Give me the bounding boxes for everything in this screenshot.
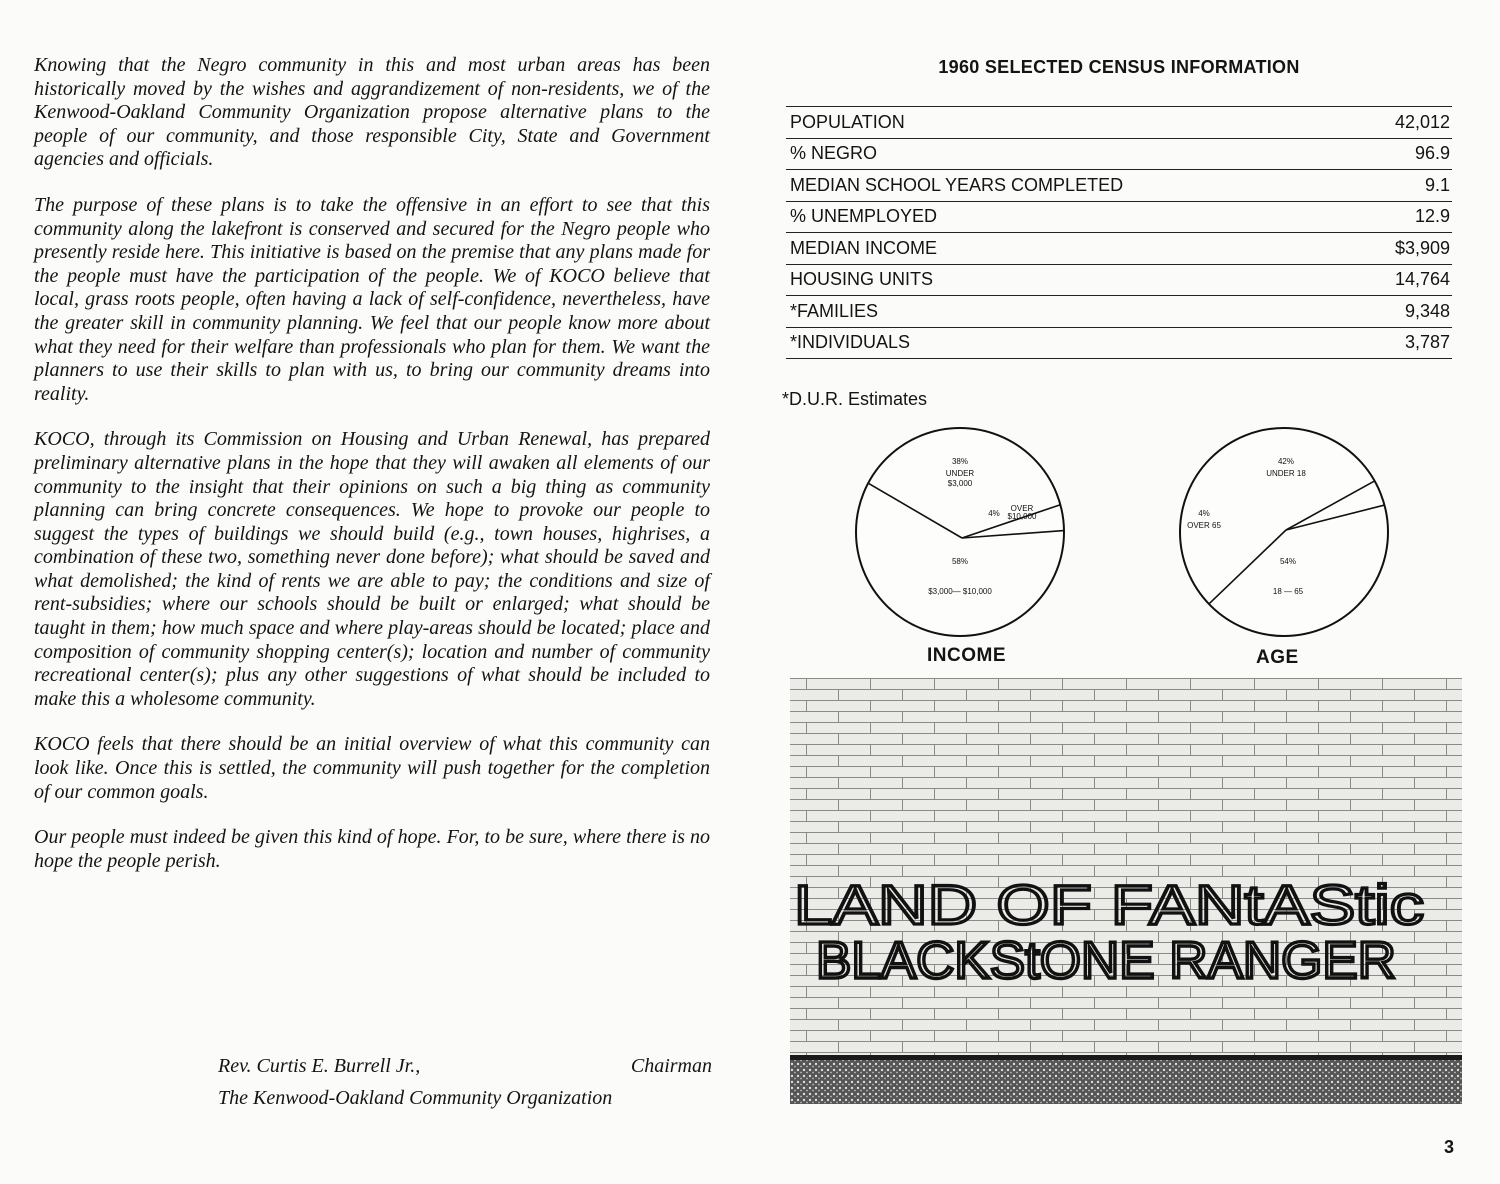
census-row <box>786 265 1452 297</box>
census-row <box>786 170 1452 202</box>
pie-slice-category: OVER <box>1010 504 1034 514</box>
signature-name: Rev. Curtis E. Burrell Jr., <box>218 1055 421 1077</box>
census-label: MEDIAN SCHOOL YEARS COMPLETED <box>790 174 1124 195</box>
pie-slice-category: UNDER 18 <box>1266 469 1306 478</box>
census-row <box>786 202 1452 234</box>
pie-slice-percent: 4% <box>988 509 1000 518</box>
census-label: *INDIVIDUALS <box>790 332 911 353</box>
page-number: 3 <box>1444 1137 1455 1157</box>
graffiti-line-2: BLACKStONE RANGER <box>816 932 1396 990</box>
paragraph-3: KOCO, through its Commission on Housing and Urban Renewal, has prepared preliminary alternative plans in the hope that they will awaken all elements of our community to the insight that their opinions on such a big thing as community planning can bring concrete consequences. We hope to provoke our people to suggest the types of buildings we should build (e.g., town houses, highrises, a combination of these two, something never done before); what should be saved and what demolished; the kind of rents we are able to pay; the conditions and size of rent-subsidies; where our schools should be built or enlarged; what should be taught in them; how much space and where play-areas should be located; place and composition of community shopping center(s); location and number of community recreational center(s); plus any other suggestions of what should be included to make this a wholesome community. <box>34 428 710 710</box>
census-value: $3,909 <box>1394 237 1450 258</box>
census-footnote: *D.U.R. Estimates <box>782 389 928 409</box>
age-chart-title: AGE <box>1256 647 1299 668</box>
body-text-column <box>34 54 710 895</box>
pie-slice-category: OVER 65 <box>1187 521 1221 530</box>
paragraph-5: Our people must indeed be given this kind of hope. For, to be sure, where there is no hope the people perish. <box>34 826 710 872</box>
census-value: 96.9 <box>1414 143 1450 164</box>
income-chart-title: INCOME <box>927 645 1006 666</box>
census-label: *FAMILIES <box>790 300 879 321</box>
census-title: 1960 SELECTED CENSUS INFORMATION <box>938 57 1300 77</box>
graffiti-line-1: LAND OF FANtAStic <box>794 873 1424 936</box>
census-label: POPULATION <box>790 111 905 132</box>
census-label: % NEGRO <box>790 143 878 164</box>
census-label: MEDIAN INCOME <box>790 237 938 258</box>
brick-wall-image <box>790 678 1462 1104</box>
signature-title: Chairman <box>630 1055 712 1077</box>
signature-org: The Kenwood-Oakland Community Organization <box>218 1087 613 1109</box>
pie-slice-percent: 42% <box>1277 457 1295 466</box>
census-row <box>786 233 1452 265</box>
census-row <box>786 139 1452 171</box>
paragraph-2: The purpose of these plans is to take the offensive in an effort to see that this community along the lakefront is conserved and secured for the Negro people who presently reside here. This initiative is based on the premise that any plans made for the people must have the participation of the people. We of KOCO believe that local, grass roots people, often having a lack of self-confidence, nevertheless, have the greater skill in community planning. We feel that our people know more about what they need for their welfare than professionals who plan for them. We want the planners to use their skills to plan with us, to bring our community dreams into reality. <box>34 193 710 405</box>
census-row <box>786 107 1452 139</box>
paragraph-4: KOCO feels that there should be an initial overview of what this community can look like. Once this is settled, the community will push together for the completion of our common goals. <box>34 733 710 803</box>
pie-slice-percent: 58% <box>951 557 969 566</box>
pie-slice-category: UNDER <box>945 469 975 478</box>
census-value: 42,012 <box>1394 111 1450 132</box>
census-table <box>786 106 1452 359</box>
census-value: 14,764 <box>1394 269 1450 290</box>
signature-block <box>218 1050 712 1114</box>
pie-slice-percent: 38% <box>951 457 969 466</box>
census-value: 9,348 <box>1404 300 1450 321</box>
pie-slice-percent: 4% <box>1198 509 1210 518</box>
pie-slice-category: $3,000— $10,000 <box>928 587 992 596</box>
graffiti-wall-photo <box>790 678 1462 1104</box>
income-pie-chart <box>852 424 1068 640</box>
census-value: 3,787 <box>1404 332 1450 353</box>
age-pie-chart <box>1176 424 1392 640</box>
census-label: HOUSING UNITS <box>790 269 934 290</box>
pie-slice-percent: 54% <box>1279 557 1297 566</box>
pie-slice-category: $3,000 <box>947 479 973 488</box>
pie-slice-category: 18 — 65 <box>1272 587 1304 596</box>
census-label: % UNEMPLOYED <box>790 206 938 227</box>
paragraph-1: Knowing that the Negro community in this and most urban areas has been historically moved by the wishes and aggrandizement of non-residents, we of the Kenwood-Oakland Community Organization propose alternative plans to the people of our community, and those responsible City, State and Government agencies and officials. <box>34 54 710 171</box>
pie-slice-category: $10,000 <box>1007 512 1037 522</box>
census-value: 12.9 <box>1414 206 1450 227</box>
census-row <box>786 328 1452 360</box>
census-row <box>786 296 1452 328</box>
census-value: 9.1 <box>1424 174 1450 195</box>
